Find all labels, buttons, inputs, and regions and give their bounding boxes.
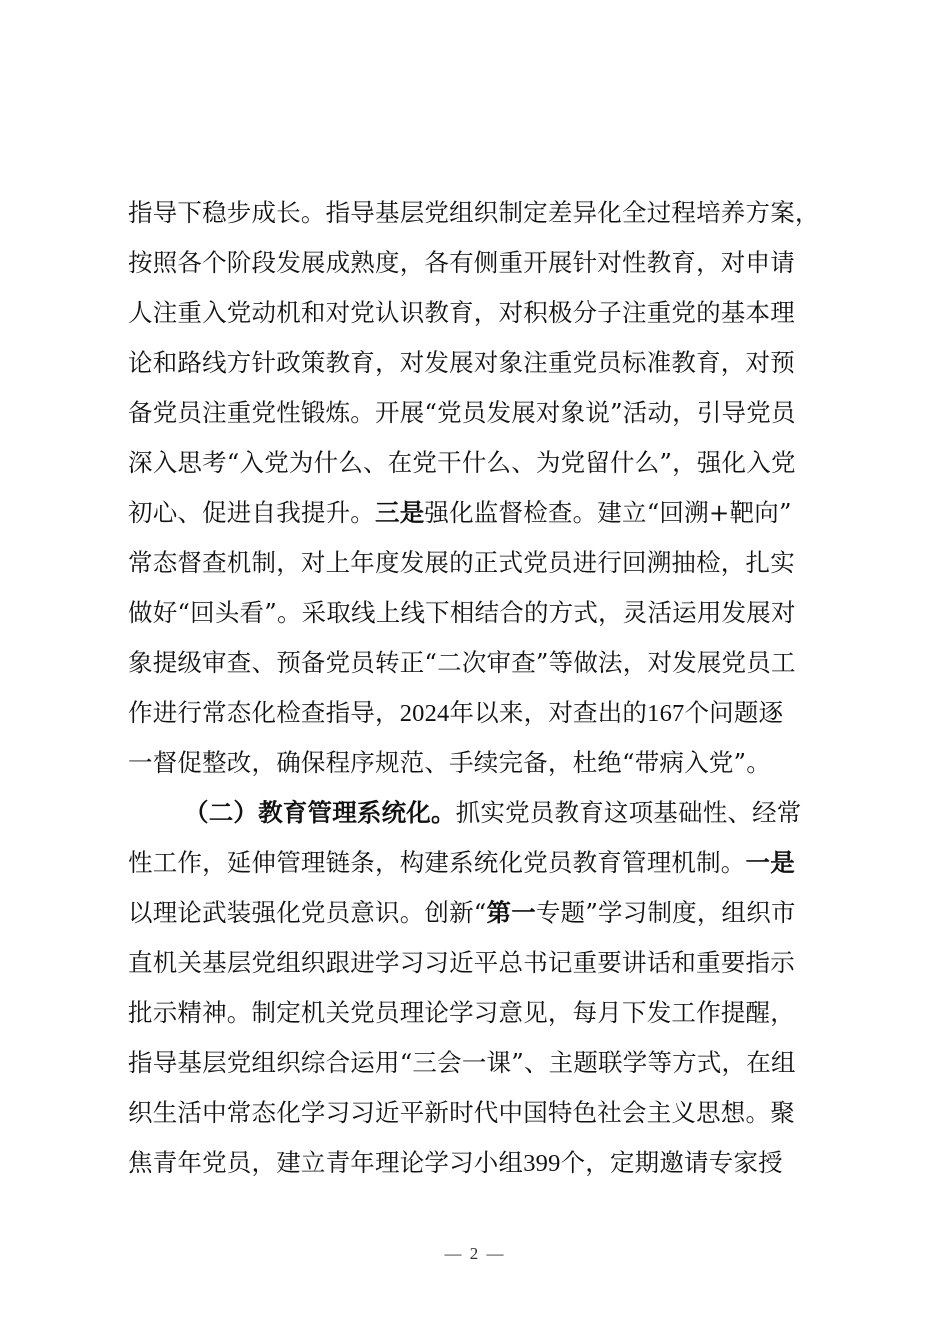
- body-text: [128, 188, 828, 1188]
- bold-text-run: 一是: [745, 848, 795, 877]
- text-line: [128, 388, 828, 438]
- text-run: 个问题逐: [684, 698, 784, 727]
- section-heading-line: [128, 788, 828, 838]
- bold-text-run: 三是: [375, 498, 425, 527]
- text-run: 一督促整改，确保程序规范、手续完备，杜绝“带病入党”。: [128, 748, 771, 777]
- text-line: [128, 638, 828, 688]
- text-run: 备党员注重党性锻炼。开展“党员发展对象说”活动，引导党员: [128, 398, 796, 427]
- text-run: 人注重入党动机和对党认识教育，对积极分子注重党的基本理: [128, 298, 795, 327]
- text-run: 直机关基层党组织跟进学习习近平总书记重要讲话和重要指示: [128, 948, 795, 977]
- text-line: [128, 238, 828, 288]
- text-line: [128, 288, 828, 338]
- text-run: 以理论武装强化党员意识。创新“: [128, 898, 487, 927]
- text-run: 强化监督检查。建立“回溯+靶向”: [424, 498, 792, 527]
- text-line: [128, 1088, 828, 1138]
- number-run: 167: [647, 700, 685, 727]
- text-run: 织生活中常态化学习习近平新时代中国特色社会主义思想。聚: [128, 1098, 795, 1127]
- text-line: [128, 1138, 828, 1188]
- text-run: 指导下稳步成长。指导基层党组织制定差异化全过程培养方案，: [128, 198, 820, 227]
- text-run: 做好“回头看”。采取线上线下相结合的方式，灵活运用发展对: [128, 598, 796, 627]
- text-line: [128, 738, 828, 788]
- text-run: 深入思考“入党为什么、在党干什么、为党留什么”，强化入党: [128, 448, 796, 477]
- text-line: [128, 488, 828, 538]
- number-run: 2024: [399, 700, 450, 727]
- text-line: [128, 688, 828, 738]
- text-line: [128, 888, 828, 938]
- text-run: 专题”学习制度，组织市: [535, 898, 796, 927]
- text-run: 指导基层党组织综合运用“三会一课”、主题联学等方式，在组: [128, 1048, 796, 1077]
- text-line: [128, 938, 828, 988]
- text-line: [128, 588, 828, 638]
- text-run: 论和路线方针政策教育，对发展对象注重党员标准教育，对预: [128, 348, 795, 377]
- text-line: [128, 538, 828, 588]
- text-run: 个，定期邀请专家授: [560, 1148, 783, 1177]
- text-run: 年以来，对查出的: [449, 698, 648, 727]
- text-line: [128, 338, 828, 388]
- text-run: 抓实党员教育这项基础性、经常: [455, 798, 802, 827]
- text-line: [128, 988, 828, 1038]
- section-heading: （二）教育管理系统化。: [184, 798, 456, 827]
- text-line: [128, 838, 828, 888]
- text-line: [128, 438, 828, 488]
- number-run: 399: [523, 1150, 561, 1177]
- bold-text-run: 第一: [486, 898, 536, 927]
- text-run: 常态督查机制，对上年度发展的正式党员进行回溯抽检，扎实: [128, 548, 795, 577]
- page-number: — 2 —: [444, 1244, 506, 1263]
- text-run: 性工作，延伸管理链条，构建系统化党员教育管理机制。: [128, 848, 746, 877]
- text-line: [128, 188, 828, 238]
- text-run: 按照各个阶段发展成熟度，各有侧重开展针对性教育，对申请: [128, 248, 795, 277]
- text-run: 作进行常态化检查指导，: [128, 698, 400, 727]
- text-run: 初心、促进自我提升。: [128, 498, 375, 527]
- text-run: 焦青年党员，建立青年理论学习小组: [128, 1148, 524, 1177]
- text-line: [128, 1038, 828, 1088]
- text-run: 批示精神。制定机关党员理论学习意见，每月下发工作提醒，: [128, 998, 795, 1027]
- text-run: 象提级审查、预备党员转正“二次审查”等做法，对发展党员工: [128, 648, 796, 677]
